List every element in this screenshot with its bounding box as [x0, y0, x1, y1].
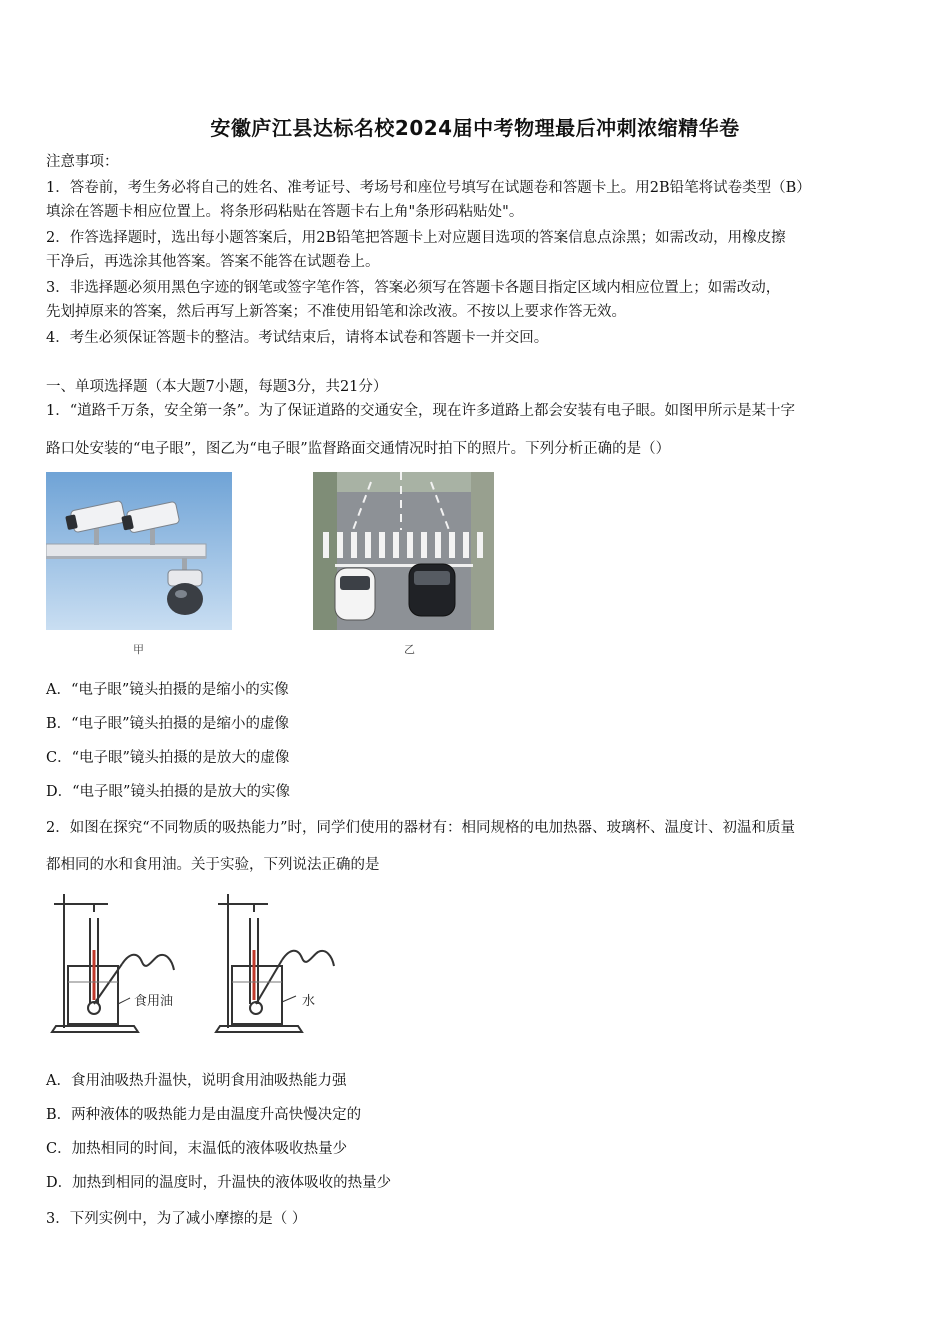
question-2-stem: 2．如图在探究“不同物质的吸热能力”时，同学们使用的器材有：相同规格的电加热器、玻璃杯、温度计、初温和质量	[46, 820, 796, 836]
oil-label: 食用油	[134, 994, 174, 1009]
notice-line: 干净后，再选涂其他答案。答案不能答在试题卷上。	[46, 254, 380, 270]
notice-line: 先划掉原来的答案，然后再写上新答案；不准使用铅笔和涂改液。不按以上要求作答无效。	[46, 304, 626, 320]
question-1-option: A．“电子眼”镜头拍摄的是缩小的实像	[46, 682, 289, 698]
question-1-stem: 1．“道路千万条，安全第一条”。为了保证道路的交通安全，现在许多道路上都会安装有电子眼。如图甲所示是某十字	[46, 403, 796, 419]
photo-caption: 甲	[133, 643, 144, 656]
question-1-stem: 路口处安装的“电子眼”，图乙为“电子眼”监督路面交通情况时拍下的照片。下列分析正确的是（）	[46, 441, 671, 457]
question-1-option: D．“电子眼”镜头拍摄的是放大的实像	[46, 784, 290, 800]
notice-line: 4．考生必须保证答题卡的整洁。考试结束后，请将本试卷和答题卡一并交回。	[46, 330, 549, 346]
heating-apparatus-water	[210, 886, 360, 1040]
photo-caption: 乙	[404, 643, 415, 656]
question-2-option: D．加热到相同的温度时，升温快的液体吸收的热量少	[46, 1175, 392, 1191]
notice-heading: 注意事项：	[46, 154, 119, 170]
question-2-option: A．食用油吸热升温快，说明食用油吸热能力强	[46, 1073, 347, 1089]
notice-line: 2．作答选择题时，选出每小题答案后，用2B铅笔把答题卡上对应题目选项的答案信息点涂黑；如需改动，用橡皮擦	[46, 230, 786, 246]
notice-line: 填涂在答题卡相应位置上。将条形码粘贴在答题卡右上角"条形码粘贴处"。	[46, 204, 524, 220]
question-2-stem: 都相同的水和食用油。关于实验，下列说法正确的是	[46, 857, 380, 873]
notice-line: 1．答卷前，考生务必将自己的姓名、准考证号、考场号和座位号填写在试题卷和答题卡上。用2B铅笔将试卷类型（B）	[46, 180, 811, 196]
question-1-option: B．“电子眼”镜头拍摄的是缩小的虚像	[46, 716, 289, 732]
question-3-stem: 3．下列实例中，为了减小摩擦的是（ ）	[46, 1211, 307, 1227]
section-heading: 一、单项选择题（本大题7小题，每题3分，共21分）	[46, 379, 388, 395]
road-photo	[313, 472, 494, 630]
question-1-option: C．“电子眼”镜头拍摄的是放大的虚像	[46, 750, 290, 766]
page-title: 安徽庐江县达标名校2024届中考物理最后冲刺浓缩精华卷	[210, 116, 740, 140]
water-label: 水	[302, 994, 316, 1009]
camera-pole-photo	[46, 472, 232, 630]
heating-apparatus-oil	[46, 886, 196, 1040]
question-2-option: B．两种液体的吸热能力是由温度升高快慢决定的	[46, 1107, 362, 1123]
notice-line: 3．非选择题必须用黑色字迹的钢笔或签字笔作答，答案必须写在答题卡各题目指定区域内相应位置上；如需改动，	[46, 280, 781, 296]
question-2-option: C．加热相同的时间，末温低的液体吸收热量少	[46, 1141, 348, 1157]
